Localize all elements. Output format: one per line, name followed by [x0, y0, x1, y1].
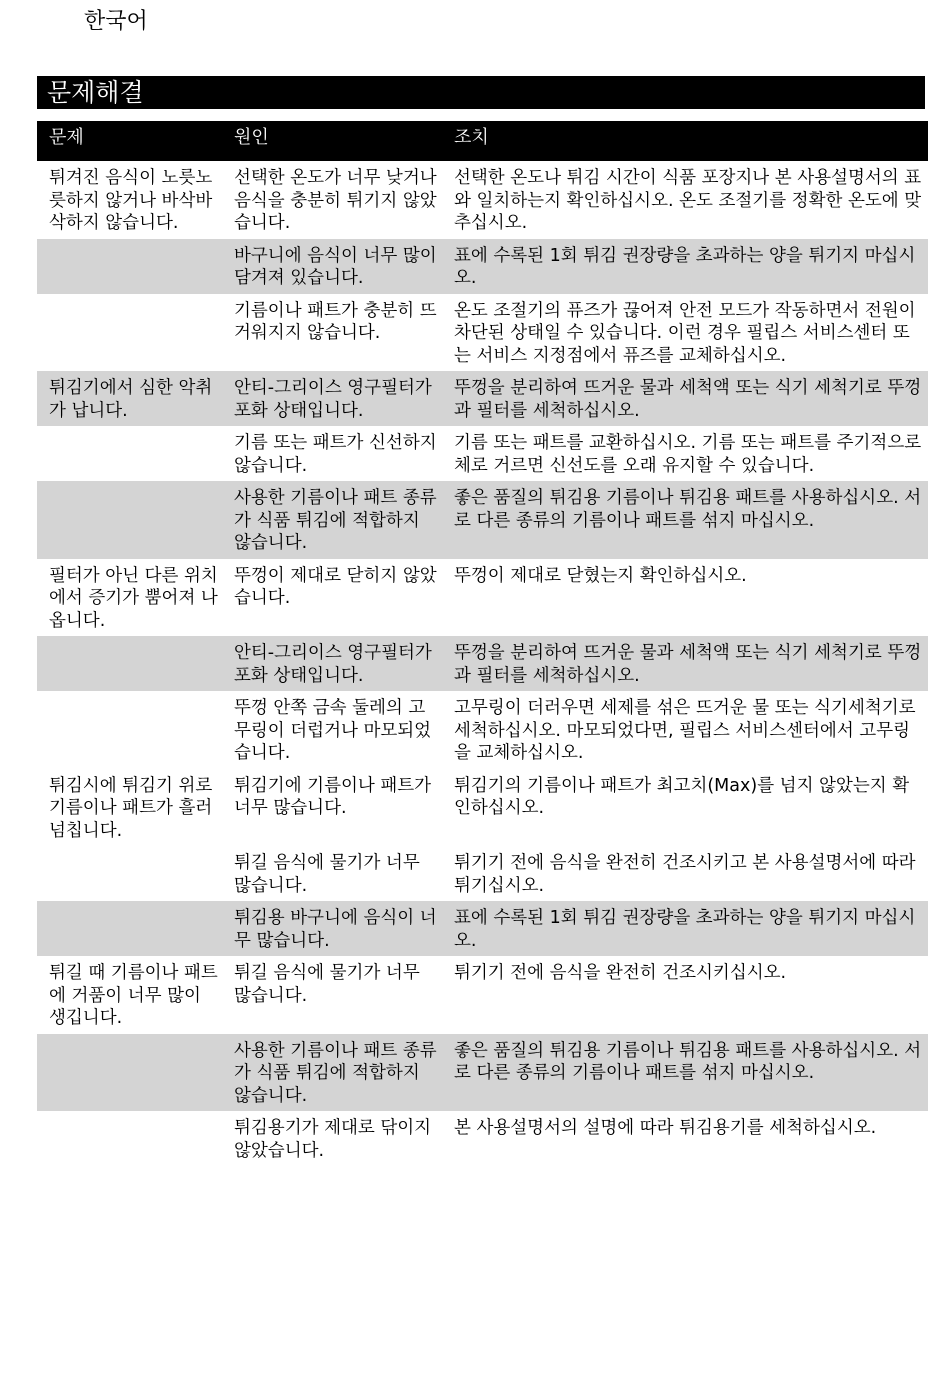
- table-row: [37, 481, 928, 559]
- table-row: [37, 901, 928, 956]
- cause-cell: 안티-그리이스 영구필터가 포화 상태입니다.: [228, 636, 448, 691]
- solution-cell: 기름 또는 패트를 교환하십시오. 기름 또는 패트를 주기적으로 체로 거르면 신선도를 오래 유지할 수 있습니다.: [454, 433, 922, 476]
- solution-cell: 뚜껑을 분리하여 뜨거운 물과 세척액 또는 식기 세척기로 뚜껑과 필터를 세척하십시오.: [448, 636, 928, 691]
- header-problem: 문제: [37, 121, 228, 161]
- cause-cell: 기름 또는 패트가 신선하지 않습니다.: [234, 433, 437, 476]
- cause-cell: 선택한 온도가 너무 낮거나 음식을 충분히 튀기지 않았습니다.: [234, 168, 437, 233]
- solution-cell: 고무링이 더러우면 세제를 섞은 뜨거운 물 또는 식기세척기로 세척하십시오. 마모되었다면, 필립스 서비스센터에서 고무링을 교체하십시오.: [454, 698, 916, 763]
- problem-cell: 튀김기에서 심한 악취가 납니다.: [37, 371, 228, 426]
- cause-cell: 기름이나 패트가 충분히 뜨거워지지 않습니다.: [234, 300, 437, 343]
- problem-cell: 튀겨진 음식이 노릇노릇하지 않거나 바삭바삭하지 않습니다.: [49, 168, 213, 233]
- header-solution: 조치: [448, 121, 928, 161]
- language-label: 한국어: [84, 9, 148, 34]
- solution-cell: 뚜껑이 제대로 닫혔는지 확인하십시오.: [454, 565, 747, 586]
- cause-cell: 뚜껑 안쪽 금속 둘레의 고무링이 더럽거나 마모되었습니다.: [234, 698, 432, 763]
- problem-cell: [37, 1034, 228, 1112]
- table-row: [37, 1034, 928, 1112]
- table-row: [37, 846, 928, 901]
- cause-cell: 바구니에 음식이 너무 많이 담겨져 있습니다.: [228, 239, 448, 294]
- cause-cell: 튀김용기가 제대로 닦이지 않았습니다.: [234, 1118, 432, 1161]
- problem-cell: [37, 1111, 228, 1166]
- problem-cell: 필터가 아닌 다른 위치에서 증기가 뿜어져 나옵니다.: [49, 565, 218, 631]
- solution-cell: 본 사용설명서의 설명에 따라 튀김용기를 세척하십시오.: [454, 1118, 877, 1138]
- table-row: [37, 559, 928, 637]
- problem-cell: [37, 481, 228, 559]
- problem-cell: [37, 294, 228, 372]
- cause-cell: 튀김기에 기름이나 패트가 너무 많습니다.: [234, 775, 432, 818]
- cause-cell: 안티-그리이스 영구필터가 포화 상태입니다.: [228, 371, 448, 426]
- table-row: [37, 636, 928, 691]
- solution-cell: 좋은 품질의 튀김용 기름이나 튀김용 패트를 사용하십시오. 서로 다른 종류의 기름이나 패트를 섞지 마십시오.: [448, 1034, 928, 1112]
- problem-cell: 튀김시에 튀김기 위로 기름이나 패트가 흘러 넘칩니다.: [49, 775, 213, 841]
- problem-cell: [37, 426, 228, 481]
- problem-cell: [37, 901, 228, 956]
- solution-cell: 표에 수록된 1회 튀김 권장량을 초과하는 양을 튀기지 마십시오.: [448, 901, 928, 956]
- cause-cell: 튀길 음식에 물기가 너무 많습니다.: [234, 963, 420, 1006]
- cause-cell: 사용한 기름이나 패트 종류가 식품 튀김에 적합하지 않습니다.: [228, 481, 448, 559]
- solution-cell: 튀기기 전에 음식을 완전히 건조시키십시오.: [454, 963, 787, 983]
- problem-cell: [37, 846, 228, 901]
- cause-cell: 튀김용 바구니에 음식이 너무 많습니다.: [228, 901, 448, 956]
- problem-cell: [37, 239, 228, 294]
- header-cause: 원인: [228, 121, 448, 161]
- solution-cell: 뚜껑을 분리하여 뜨거운 물과 세척액 또는 식기 세척기로 뚜껑과 필터를 세척하십시오.: [448, 371, 928, 426]
- troubleshooting-table: [37, 121, 928, 1166]
- solution-cell: 좋은 품질의 튀김용 기름이나 튀김용 패트를 사용하십시오. 서로 다른 종류의 기름이나 패트를 섞지 마십시오.: [448, 481, 928, 559]
- table-row: [37, 294, 928, 372]
- table-row: [37, 239, 928, 294]
- solution-cell: 온도 조절기의 퓨즈가 끊어져 안전 모드가 작동하면서 전원이 차단된 상태일 수 있습니다. 이런 경우 필립스 서비스센터 또는 서비스 지정점에서 퓨즈를 교체하십시오.: [454, 300, 916, 366]
- table-row: [37, 1111, 928, 1166]
- solution-cell: 선택한 온도나 튀김 시간이 식품 포장지나 본 사용설명서의 표와 일치하는지 확인하십시오. 온도 조절기를 정확한 온도에 맞추십시오.: [454, 168, 922, 233]
- problem-cell: [37, 636, 228, 691]
- cause-cell: 사용한 기름이나 패트 종류가 식품 튀김에 적합하지 않습니다.: [228, 1034, 448, 1112]
- solution-cell: 표에 수록된 1회 튀김 권장량을 초과하는 양을 튀기지 마십시오.: [448, 239, 928, 294]
- cause-cell: 튀길 음식에 물기가 너무 많습니다.: [234, 853, 420, 896]
- cause-cell: 뚜껑이 제대로 닫히지 않았습니다.: [234, 565, 437, 608]
- table-row: [37, 371, 928, 426]
- problem-cell: [37, 691, 228, 769]
- table-header-row: [37, 121, 928, 161]
- problem-cell: 튀길 때 기름이나 패트에 거품이 너무 많이 생깁니다.: [49, 963, 218, 1028]
- solution-cell: 튀기기 전에 음식을 완전히 건조시키고 본 사용설명서에 따라 튀기십시오.: [454, 853, 916, 896]
- table-row: [37, 691, 928, 769]
- table-row: [37, 769, 928, 847]
- table-row: [37, 426, 928, 481]
- table-row: [37, 161, 928, 239]
- solution-cell: 튀김기의 기름이나 패트가 최고치(Max)를 넘지 않았는지 확인하십시오.: [454, 775, 910, 818]
- table-row: [37, 956, 928, 1034]
- section-title: 문제해결: [37, 76, 925, 109]
